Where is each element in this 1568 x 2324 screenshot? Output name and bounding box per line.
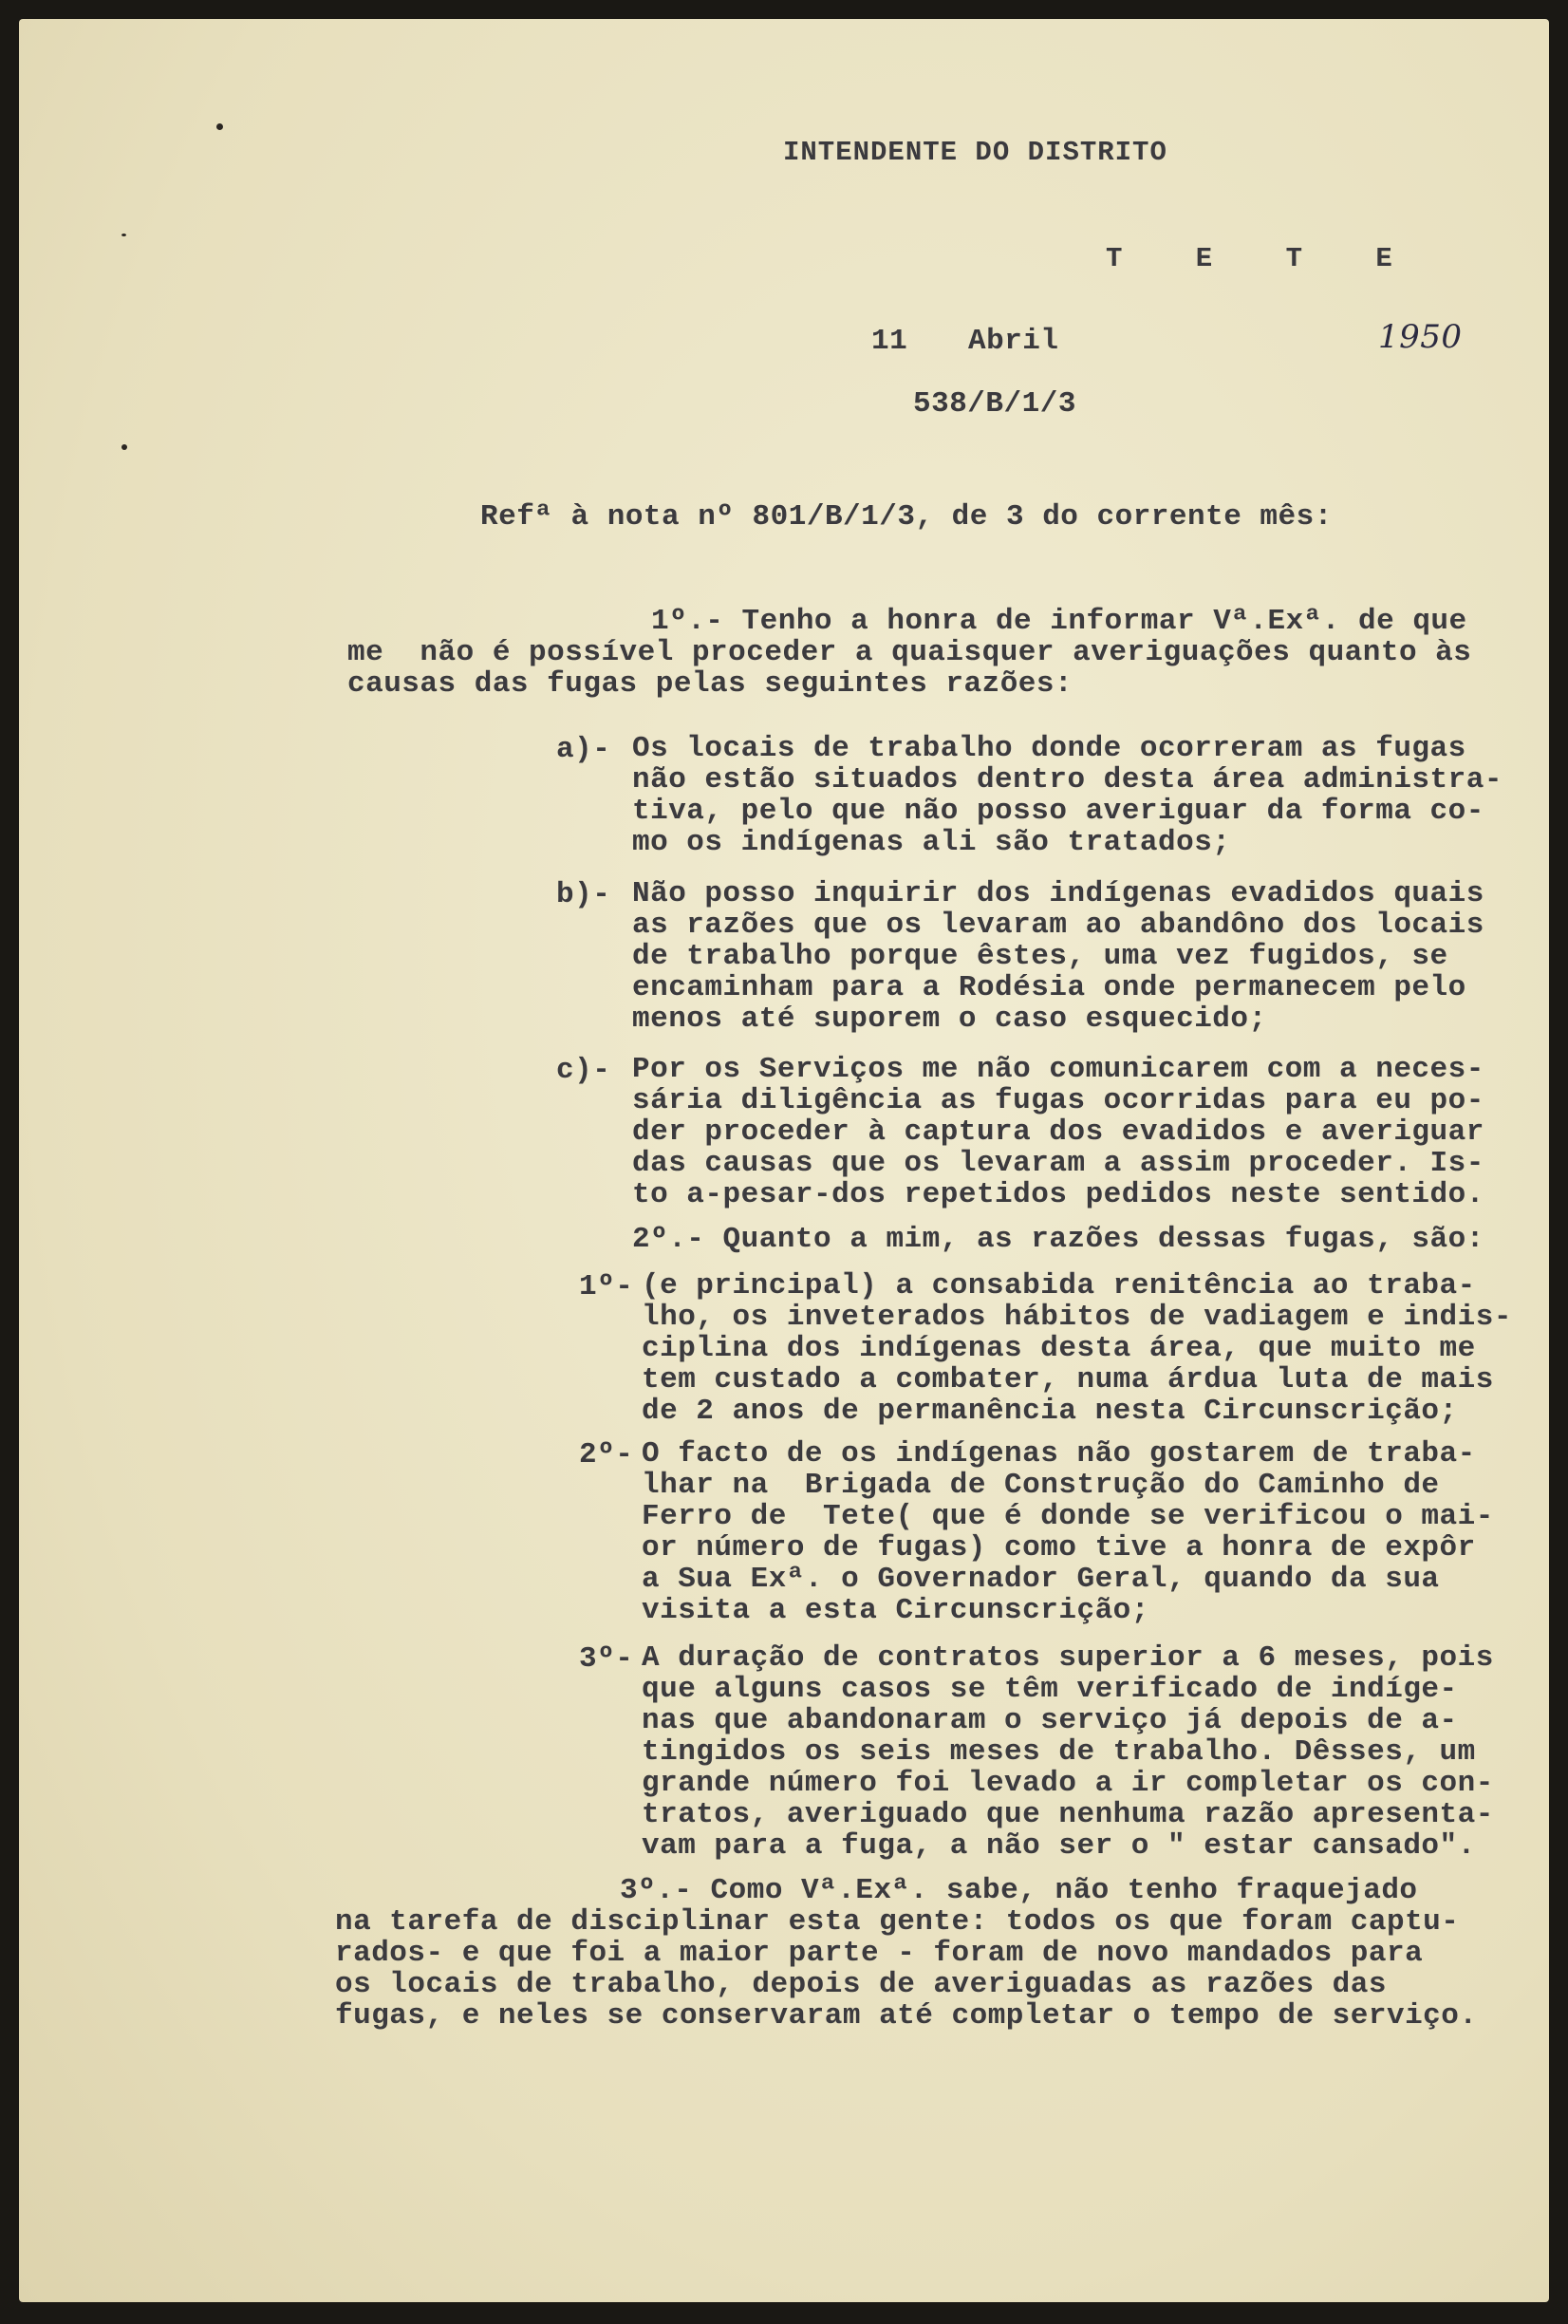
ink-stain [121,234,126,236]
reason-line: tratos, averiguado que nenhuma razão apresenta- [642,1798,1494,1831]
reason-line: que alguns casos se têm verificado de indíge- [642,1673,1458,1706]
item-line: as razões que os levaram ao abandôno dos locais [632,909,1484,942]
date-month: Abril [968,325,1059,358]
reference-line: Refª à nota nº 801/B/1/3, de 3 do corrente mês: [480,500,1333,534]
ink-stain [216,123,223,130]
item-line: de trabalho porque êstes, uma vez fugidos, se [632,940,1448,973]
paragraph-3 [335,1875,1478,2032]
item-line: Não posso inquirir dos indígenas evadidos quais [632,877,1484,910]
reason-line: vam para a fuga, a não ser o " estar cansado". [642,1829,1476,1863]
document-page [19,19,1549,2302]
reason-line: lho, os inveterados hábitos de vadiagem e indis- [642,1301,1512,1334]
reason-line: tingidos os seis meses de trabalho. Dêsses, um [642,1735,1476,1769]
reason-1-marker: 1º- [579,1270,634,1303]
date-day: 11 [871,325,908,358]
reason-line: Ferro de Tete( que é donde se verificou o mai- [642,1500,1494,1533]
item-b-text [632,878,1484,1035]
reason-3-text [642,1642,1494,1862]
item-line: Os locais de trabalho donde ocorreram as fugas [632,732,1466,765]
reason-line: O facto de os indígenas não gostarem de traba- [642,1437,1476,1471]
paragraph-1 [347,606,1471,700]
item-a-text [632,733,1503,858]
reason-3-marker: 3º- [579,1642,634,1676]
header-place: T E T E [1106,243,1421,274]
item-a-marker: a)- [556,733,611,766]
paragraph-line: fugas, e neles se conservaram até completar o tempo de serviço. [335,1999,1478,2033]
item-line: encaminham para a Rodésia onde permanecem pelo [632,971,1466,1004]
reason-1-text [642,1270,1512,1427]
item-line: tiva, pelo que não posso averiguar da forma co- [632,795,1484,828]
paragraph-line: na tarefa de disciplinar esta gente: todos os que foram captu- [335,1905,1460,1939]
reason-line: grande número foi levado a ir completar os con- [642,1767,1494,1800]
date-year: 1950 [1378,318,1463,356]
reason-line: nas que abandonaram o serviço já depois de a- [642,1704,1458,1737]
item-line: mo os indígenas ali são tratados; [632,826,1231,859]
reason-line: a Sua Exª. o Governador Geral, quando da sua [642,1563,1440,1596]
item-line: menos até suporem o caso esquecido; [632,1003,1267,1036]
reason-line: de 2 anos de permanência nesta Circunscrição; [642,1395,1458,1428]
paragraph-2-intro: 2º.- Quanto a mim, as razões dessas fugas, são: [632,1223,1484,1256]
item-line: Por os Serviços me não comunicarem com a neces- [632,1053,1484,1086]
reason-line: ciplina dos indígenas desta área, que muito me [642,1332,1476,1365]
reason-line: visita a esta Circunscrição; [642,1594,1149,1627]
reason-line: lhar na Brigada de Construção do Caminho de [642,1469,1440,1502]
paragraph-line: rados- e que foi a maior parte - foram de novo mandados para [335,1937,1424,1970]
reason-line: tem custado a combater, numa árdua luta de mais [642,1363,1494,1396]
paragraph-line: os locais de trabalho, depois de averiguadas as razões das [335,1968,1387,2001]
reason-line: (e principal) a consabida renitência ao traba- [642,1269,1476,1303]
item-line: das causas que os levaram a assim proceder. Is- [632,1147,1484,1180]
header-authority: INTENDENTE DO DISTRITO [783,137,1167,168]
item-c-marker: c)- [556,1054,611,1087]
reason-2-text [642,1438,1494,1626]
item-line: sária diligência as fugas ocorridas para eu po- [632,1084,1484,1117]
item-c-text [632,1054,1484,1210]
item-line: der proceder à captura dos evadidos e averiguar [632,1115,1484,1149]
item-b-marker: b)- [556,878,611,911]
item-line: to a-pesar-dos repetidos pedidos neste sentido. [632,1178,1484,1211]
reason-2-marker: 2º- [579,1438,634,1471]
paragraph-line: 1º.- Tenho a honra de informar Vª.Exª. de que [651,605,1467,638]
item-line: não estão situados dentro desta área administra- [632,763,1503,797]
reference-number: 538/B/1/3 [913,387,1076,421]
reason-line: or número de fugas) como tive a honra de expôr [642,1531,1476,1565]
paragraph-line: causas das fugas pelas seguintes razões: [347,667,1073,701]
reason-line: A duração de contratos superior a 6 meses, pois [642,1641,1494,1675]
paragraph-line: me não é possível proceder a quaisquer averiguações quanto às [347,636,1472,669]
ink-stain [121,444,127,450]
paragraph-line: 3º.- Como Vª.Exª. sabe, não tenho fraquejado [620,1874,1418,1907]
